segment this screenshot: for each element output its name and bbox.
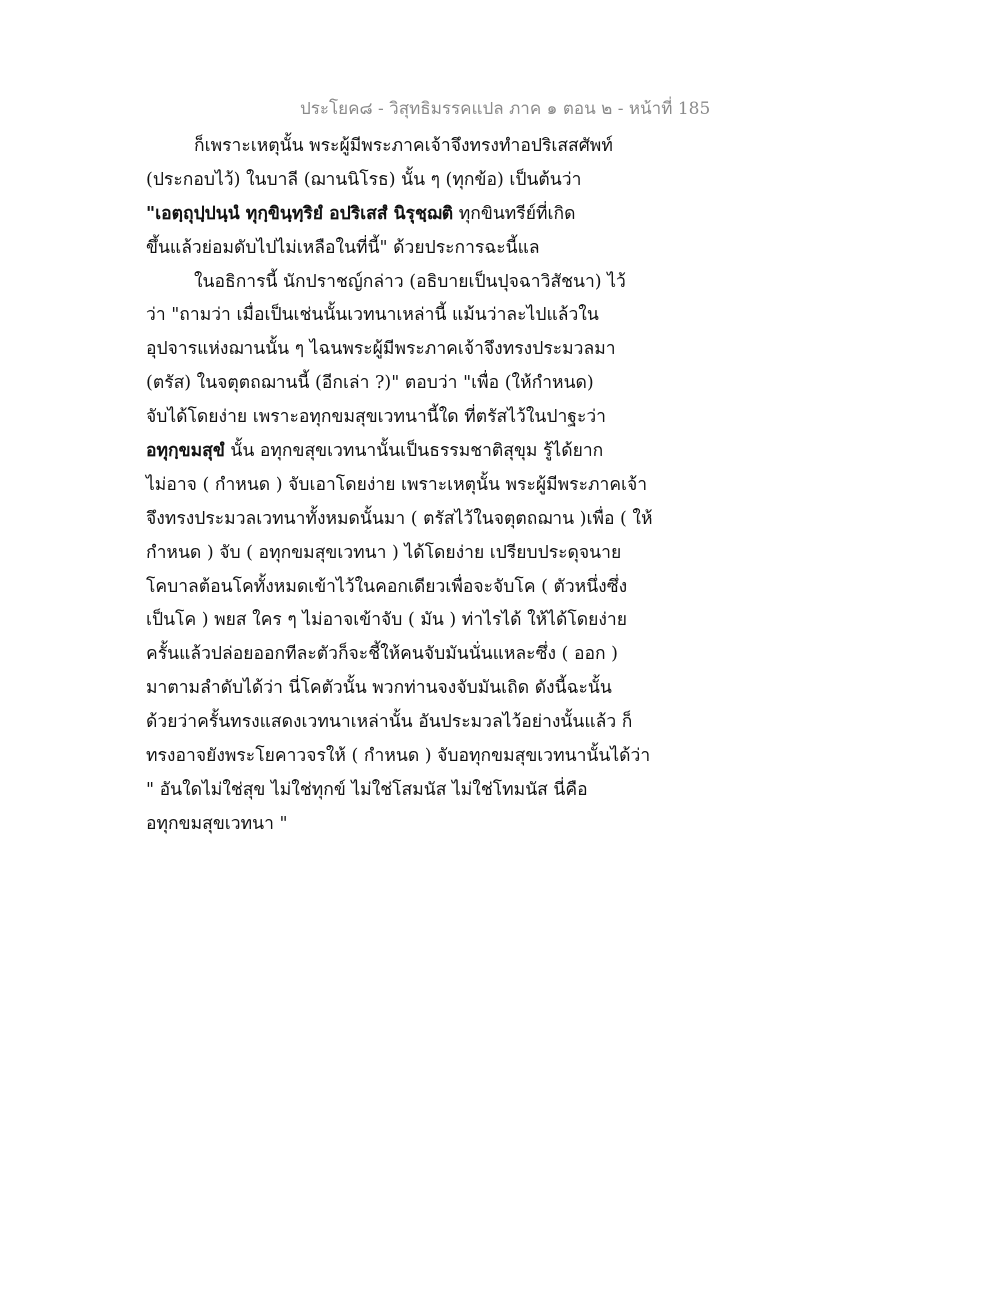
document-body [146,130,653,842]
text-line: "เอตฺถุปฺปนฺนํ ทุกฺขินฺทฺริยํ อปริเสสํ นิรุชฺฌติ ทุกขินทรีย์ที่เกิด [146,203,576,224]
page-header [300,96,711,122]
text-line: จับได้โดยง่าย เพราะอทุกขมสุขเวทนานี้ใด ที่ตรัสไว้ในปาฐะว่า [146,407,606,428]
text-line: (ตรัส) ในจตุตถฌานนี้ (อีกเล่า ?)" ตอบว่า "เพื่อ (ให้กำหนด) [146,373,594,394]
text-line: ขึ้นแล้วย่อมดับไปไม่เหลือในที่นี้" ด้วยประการฉะนี้แล [146,237,540,258]
text-line: อทุกขมสุขเวทนา " [146,813,288,834]
text-line: อทุกฺขมสุขํ นั้น อทุกขสุขเวทนานั้นเป็นธรรมชาติสุขุม รู้ได้ยาก [146,441,604,462]
paragraph [146,266,653,842]
pali-term: อทุกฺขมสุขํ [146,441,225,462]
text-line: ไม่อาจ ( กำหนด ) จับเอาโดยง่าย เพราะเหตุนั้น พระผู้มีพระภาคเจ้า [146,474,648,495]
text-line: (ประกอบไว้) ในบาลี (ฌานนิโรธ) นั้น ๆ (ทุกข้อ) เป็นต้นว่า [146,169,582,190]
text-line: ทรงอาจยังพระโยคาวจรให้ ( กำหนด ) จับอทุกขมสุขเวทนานั้นได้ว่า [146,746,651,767]
text-line: อุปจารแห่งฌานนั้น ๆ ไฉนพระผู้มีพระภาคเจ้าจึงทรงประมวลมา [146,339,616,360]
text-line: โคบาลต้อนโคทั้งหมดเข้าไว้ในคอกเดียวเพื่อจะจับโค ( ตัวหนึ่งซึ่ง [146,576,628,597]
text-line: ก็เพราะเหตุนั้น พระผู้มีพระภาคเจ้าจึงทรงทำอปริเสสศัพท์ [194,136,613,156]
text-line: จึงทรงประมวลเวทนาทั้งหมดนั้นมา ( ตรัสไว้ในจตุตถฌาน )เพื่อ ( ให้ [146,508,653,529]
page-header-text: ประโยค๘ - วิสุทธิมรรคแปล ภาค ๑ ตอน ๒ - หน้าที่ 185 [300,99,711,119]
text-line: กำหนด ) จับ ( อทุกขมสุขเวทนา ) ได้โดยง่าย เปรียบประดุจนาย [146,542,622,563]
text-line: มาตามลำดับได้ว่า นี่โคตัวนั้น พวกท่านจงจับมันเถิด ดังนี้ฉะนั้น [146,678,612,699]
text-line: ครั้นแล้วปล่อยออกทีละตัวก็จะชี้ให้คนจับมันนั่นแหละซึ่ง ( ออก ) [146,644,618,665]
paragraph [146,130,646,266]
text-line: ว่า "ถามว่า เมื่อเป็นเช่นนั้นเวทนาเหล่านี้ แม้นว่าละไปแล้วใน [146,305,599,326]
pali-quote: "เอตฺถุปฺปนฺนํ ทุกฺขินฺทฺริยํ อปริเสสํ นิรุชฺฌติ [146,203,454,224]
text-line: ในอธิการนี้ นักปราชญ์กล่าว (อธิบายเป็นปุจฉาวิสัชนา) ไว้ [194,271,626,292]
text-line: " อันใดไม่ใช่สุข ไม่ใช่ทุกข์ ไม่ใช่โสมนัส ไม่ใช่โทมนัส นี่คือ [146,779,588,800]
text-line: เป็นโค ) พยส ใคร ๆ ไม่อาจเข้าจับ ( มัน ) ท่าไรได้ ให้ได้โดยง่าย [146,610,627,631]
text-line: ด้วยว่าครั้นทรงแสดงเวทนาเหล่านั้น อันประมวลไว้อย่างนั้นแล้ว ก็ [146,712,633,733]
